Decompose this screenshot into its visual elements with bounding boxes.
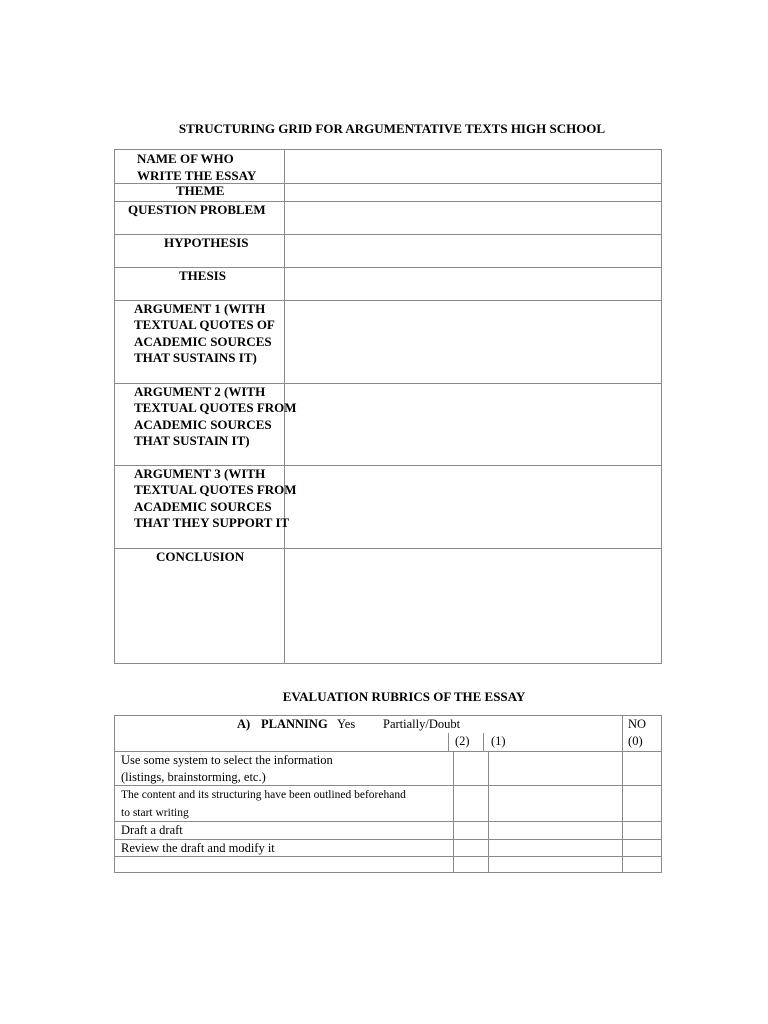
rubric-yes-cell[interactable] bbox=[453, 857, 488, 873]
rubric-partial-cell[interactable] bbox=[488, 822, 622, 840]
yes-score: (2) bbox=[455, 734, 470, 748]
grid-label-argument-1: ARGUMENT 1 (WITH TEXTUAL QUOTES OF ACADEMIC SOURCES THAT SUSTAINS IT) bbox=[134, 300, 275, 365]
rubric-row bbox=[115, 857, 662, 873]
rubric-no-cell[interactable] bbox=[623, 752, 662, 786]
grid-label-hypothesis: HYPOTHESIS bbox=[164, 234, 249, 250]
grid-field-name[interactable] bbox=[284, 150, 661, 184]
rubric-header-row bbox=[115, 716, 662, 752]
structuring-grid bbox=[114, 149, 662, 664]
grid-label-argument-3: ARGUMENT 3 (WITH TEXTUAL QUOTES FROM ACADEMIC SOURCES THAT THEY SUPPORT IT bbox=[134, 465, 297, 530]
grid-label-argument-2: ARGUMENT 2 (WITH TEXTUAL QUOTES FROM ACADEMIC SOURCES THAT SUSTAIN IT) bbox=[134, 383, 297, 448]
rubric-yes-cell[interactable] bbox=[453, 822, 488, 840]
partial-label: Partially/Doubt bbox=[383, 717, 461, 731]
rubric-partial-cell[interactable] bbox=[488, 786, 622, 822]
rubric-no-cell[interactable] bbox=[623, 822, 662, 840]
grid-title: STRUCTURING GRID FOR ARGUMENTATIVE TEXTS HIGH SCHOOL bbox=[178, 121, 606, 136]
grid-field-hypothesis[interactable] bbox=[284, 234, 661, 267]
rubric-row bbox=[115, 822, 662, 840]
no-score: (0) bbox=[628, 734, 643, 748]
rubric-title: EVALUATION RUBRICS OF THE ESSAY bbox=[282, 689, 526, 704]
rubric-no-cell[interactable] bbox=[623, 857, 662, 873]
grid-row-hypothesis bbox=[115, 234, 662, 267]
grid-row-argument-1 bbox=[115, 300, 662, 383]
rubric-partial-cell[interactable] bbox=[488, 839, 622, 857]
no-label: NO bbox=[628, 717, 647, 731]
grid-row-thesis bbox=[115, 267, 662, 300]
evaluation-rubric bbox=[114, 715, 662, 873]
rubric-yes-cell[interactable] bbox=[453, 786, 488, 822]
grid-label-theme: THEME bbox=[176, 183, 225, 198]
rubric-item-label: The content and its structuring have been outlined beforehand to start writing bbox=[121, 789, 406, 819]
grid-field-argument-3[interactable] bbox=[284, 465, 661, 548]
grid-field-conclusion[interactable] bbox=[284, 548, 661, 663]
grid-row-argument-2 bbox=[115, 383, 662, 465]
grid-field-question[interactable] bbox=[284, 201, 661, 234]
grid-field-argument-2[interactable] bbox=[284, 383, 661, 465]
rubric-no-cell[interactable] bbox=[623, 786, 662, 822]
rubric-row bbox=[115, 752, 662, 786]
header-divider-2 bbox=[483, 733, 484, 751]
rubric-partial-cell[interactable] bbox=[488, 752, 622, 786]
rubric-row bbox=[115, 786, 662, 822]
rubric-item-label bbox=[115, 857, 454, 873]
rubric-item-label: Draft a draft bbox=[115, 822, 454, 840]
grid-label-thesis: THESIS bbox=[179, 267, 226, 283]
section-marker: A) bbox=[237, 717, 251, 731]
rubric-row bbox=[115, 839, 662, 857]
partial-score: (1) bbox=[491, 734, 506, 748]
rubric-no-cell[interactable] bbox=[623, 839, 662, 857]
rubric-partial-cell[interactable] bbox=[488, 857, 622, 873]
grid-row-argument-3 bbox=[115, 465, 662, 548]
grid-row-name bbox=[115, 150, 662, 184]
section-name: PLANNING bbox=[261, 717, 328, 731]
rubric-yes-cell[interactable] bbox=[453, 752, 488, 786]
rubric-item-label: Use some system to select the information (listings, brainstorming, etc.) bbox=[115, 752, 454, 786]
rubric-item-label: Review the draft and modify it bbox=[115, 839, 454, 857]
grid-label-question: QUESTION PROBLEM bbox=[128, 201, 266, 217]
grid-field-argument-1[interactable] bbox=[284, 300, 661, 383]
grid-row-conclusion bbox=[115, 548, 662, 663]
grid-row-theme bbox=[115, 184, 662, 202]
header-divider-1 bbox=[448, 733, 449, 751]
grid-label-conclusion: CONCLUSION bbox=[156, 548, 245, 564]
grid-label-name: NAME OF WHO WRITE THE ESSAY bbox=[137, 151, 257, 183]
rubric-yes-cell[interactable] bbox=[453, 839, 488, 857]
grid-row-question bbox=[115, 201, 662, 234]
yes-label: Yes bbox=[337, 717, 356, 731]
